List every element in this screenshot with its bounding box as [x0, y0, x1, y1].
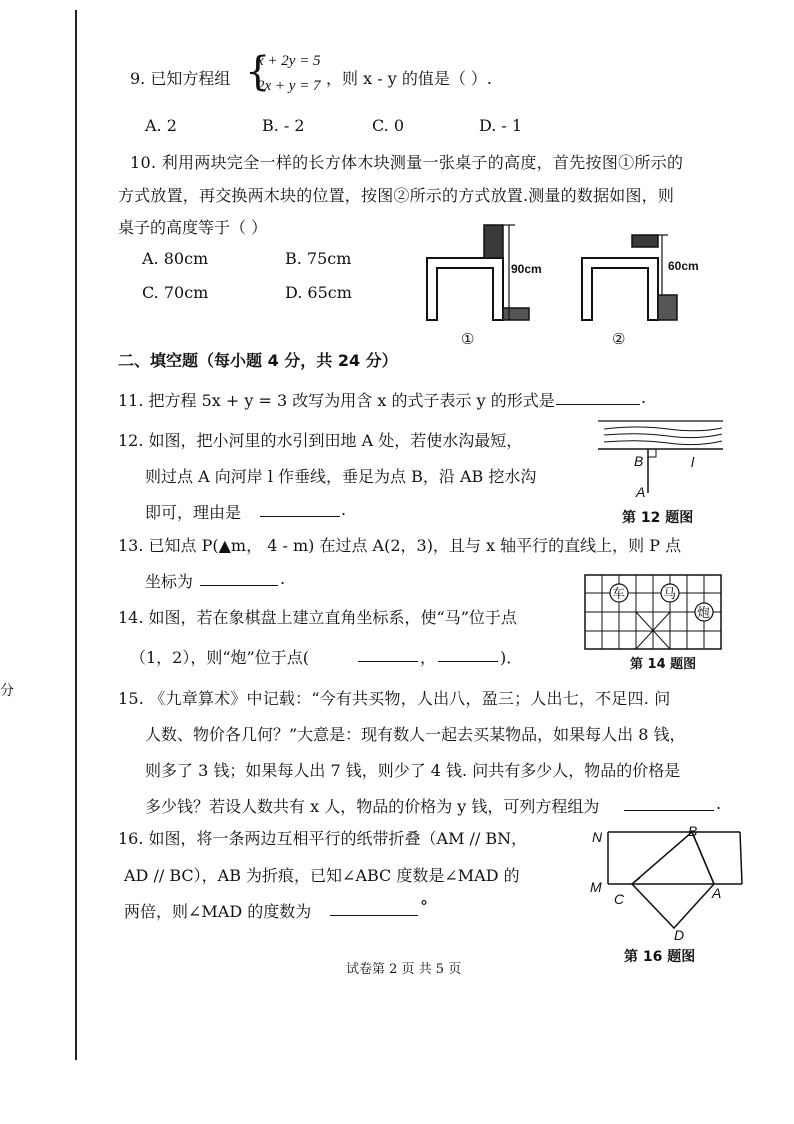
q10-line2: 方式放置，再交换两木块的位置，按图②所示的方式放置.测量的数据如图，则	[118, 186, 675, 205]
q10-figure-1	[415, 220, 555, 350]
q16-label-C: C	[614, 891, 625, 907]
q10-line1: 10. 利用两块完全一样的长方体木块测量一张桌子的高度，首先按图①所示的	[130, 153, 684, 172]
q16-label-D: D	[674, 927, 685, 943]
binding-line	[75, 10, 77, 1060]
q15-line1: 15. 《九章算术》中记载：“今有共买物，人出八，盈三；人出七，不足四. 问	[118, 689, 671, 708]
q16-label-A: A	[712, 885, 722, 901]
q12-figure	[598, 415, 728, 503]
section-2-heading: 二、填空题（每小题 4 分，共 24 分）	[118, 351, 398, 370]
q11-answer-blank	[556, 390, 640, 405]
fold-crease-AB	[692, 832, 714, 884]
q9-eq2: 2x + y = 7	[257, 78, 321, 94]
piece-ma: 马	[663, 586, 677, 601]
q13-line1: 13. 已知点 P(▲m， 4 - m) 在过点 A(2，3)，且与 x 轴平行的直线上，则 P 点	[118, 536, 682, 555]
q10-figure-2	[570, 225, 710, 350]
q9-eq1: x + 2y = 5	[257, 53, 321, 69]
block-top	[484, 225, 503, 258]
q12-answer-blank	[260, 502, 340, 517]
q16-figure	[590, 822, 750, 950]
block-top-2	[632, 235, 658, 247]
table-outline	[427, 258, 503, 320]
q9-prefix: 9. 已知方程组	[130, 69, 231, 88]
q13-end: .	[280, 569, 286, 588]
q12-end: .	[341, 500, 347, 519]
q10-line3: 桌子的高度等于（ ）	[118, 218, 268, 237]
q14-chessboard	[583, 573, 723, 653]
q12-line2: 则过点 A 向河岸 l 作垂线，垂足为点 B，沿 AB 挖水沟	[145, 467, 537, 486]
q13-answer-blank	[200, 571, 278, 586]
q12-line3: 即可，理由是	[145, 503, 242, 522]
q9-option-d: D. - 1	[479, 116, 523, 135]
q10-fig1-caption: ①	[461, 331, 475, 348]
q10-option-b: B. 75cm	[285, 249, 352, 268]
q14-line2a: （1，2），则“炮”位于点(	[130, 648, 309, 667]
q14-line1: 14. 如图，若在象棋盘上建立直角坐标系，使“马”位于点	[118, 608, 517, 627]
q14-blank-y	[438, 647, 498, 662]
q10-fig2-caption: ②	[612, 331, 626, 348]
q10-fig1-label: 90cm	[511, 262, 542, 276]
q15-line3: 则多了 3 钱；如果每人出 7 钱，则少了 4 钱. 问共有多少人，物品的价格是	[145, 761, 681, 780]
q16-label-N: N	[592, 829, 603, 845]
q14-line2b: ，	[420, 648, 437, 667]
q14-caption: 第 14 题图	[630, 657, 697, 672]
q11-end: .	[641, 388, 647, 407]
q12-line1: 12. 如图，把小河里的水引到田地 A 处，若使水沟最短，	[118, 431, 523, 450]
margin-char: 分	[0, 683, 14, 699]
q16-line3: 两倍，则∠MAD 的度数为	[124, 902, 312, 921]
table-outline-2	[582, 258, 658, 320]
q14-blank-x	[358, 647, 418, 662]
q16-caption: 第 16 题图	[624, 949, 696, 965]
q10-option-d: D. 65cm	[285, 283, 352, 302]
q9-brace: {	[245, 49, 271, 95]
q15-end: .	[716, 794, 722, 813]
q13-line2: 坐标为	[145, 572, 194, 591]
q15-line2: 人数、物价各几何？”大意是：现有数人一起去买某物品，如果每人出 8 钱，	[145, 725, 686, 744]
q9-option-b: B. - 2	[262, 116, 305, 135]
block-bottom	[503, 308, 529, 320]
block-bottom-2	[658, 295, 677, 320]
folded-part	[632, 832, 714, 928]
q9-suffix: ，则 x - y 的值是（ ）.	[326, 69, 492, 88]
page-footer: 试卷第 2 页 共 5 页	[346, 962, 462, 977]
q11-text: 11. 把方程 5x + y = 3 改写为用含 x 的式子表示 y 的形式是	[118, 391, 555, 410]
q9-option-a: A. 2	[145, 116, 177, 135]
q12-caption: 第 12 题图	[622, 510, 694, 526]
piece-che: 车	[612, 586, 626, 601]
q15-line4: 多少钱？若设人数共有 x 人，物品的价格为 y 钱，可列方程组为	[145, 797, 600, 816]
piece-pao: 炮	[697, 605, 711, 620]
q9-option-c: C. 0	[372, 116, 405, 135]
q10-option-a: A. 80cm	[142, 249, 209, 268]
q16-answer-blank	[330, 901, 418, 916]
q15-answer-blank	[624, 796, 714, 811]
q16-label-M: M	[590, 879, 602, 895]
q12-label-l: l	[691, 454, 695, 470]
q16-line2: AD // BC），AB 为折痕，已知∠ABC 度数是∠MAD 的	[124, 866, 520, 885]
q10-fig2-label: 60cm	[668, 259, 699, 273]
q14-line2c: )．	[500, 648, 523, 667]
q16-end: °	[420, 897, 428, 916]
q10-option-c: C. 70cm	[142, 283, 209, 302]
q12-label-B: B	[634, 453, 644, 469]
q12-label-A: A	[636, 484, 646, 500]
q16-line1: 16. 如图，将一条两边互相平行的纸带折叠（AM // BN，	[118, 829, 528, 848]
q16-label-B: B	[688, 823, 698, 839]
